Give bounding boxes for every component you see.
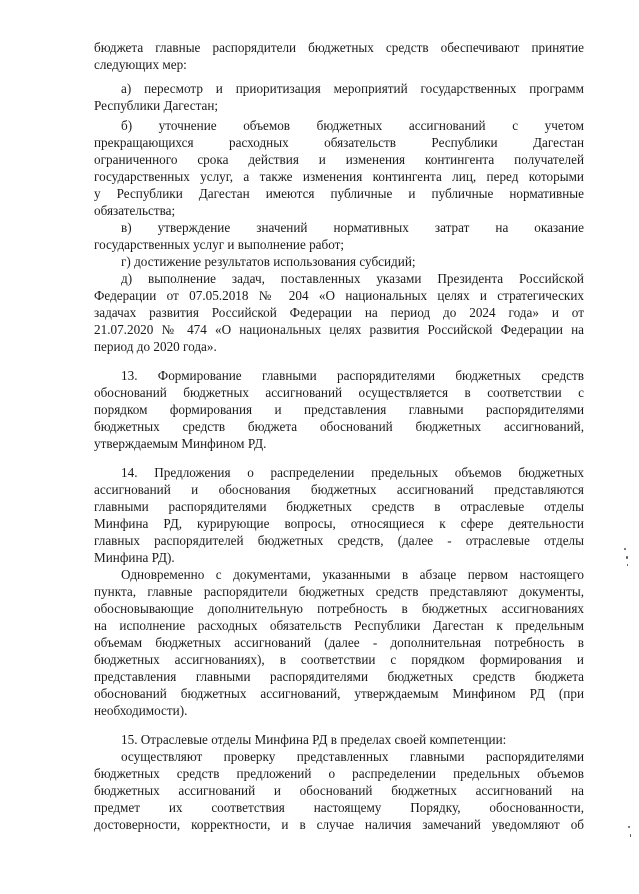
text-line: следующих мер: [94,57,187,72]
text-line: Минфина РД). [94,550,175,565]
list-item-a: а) пересмотр и приоритизация мероприятий государственных программ [121,81,584,96]
text-line: государственных услуг и выполнение работ; [94,237,345,252]
text-line: ассигнований и обоснования бюджетных ассигнований представляются [94,482,584,497]
text-line: Республики Дагестан; [94,98,219,113]
text-line: утверждаемым Минфином РД. [94,436,267,451]
text-line: период до 2020 года». [94,339,217,354]
text-line: бюджетных ассигнованиях), в соответствии с порядком формирования и [94,652,584,667]
list-item-d: д) выполнение задач, поставленных указами Президента Российской [121,271,584,286]
text-line: ограниченного срока действия и изменения контингента получателей [94,152,584,167]
text-line: обоснований бюджетных ассигнований осуществляется в соответствии с [94,385,584,400]
text-line: объемам бюджетных ассигнований (далее - дополнительная потребность в [94,635,584,650]
text-line: необходимости). [94,703,188,718]
text-line: обосновывающие дополнительную потребность в бюджетных ассигнованиях [94,601,584,616]
paragraph-15-start: 15. Отраслевые отделы Минфина РД в пределах своей компетенции: [121,732,507,747]
text-line: задачах развития Российской Федерации на период до 2024 года» и от [94,305,584,320]
text-line: обоснований бюджетных ассигнований, утверждаемым Минфином РД (при [94,686,584,701]
paragraph-start: Одновременно с документами, указанными в абзаце первом настоящего [121,567,584,582]
list-item-g: г) достижение результатов использования субсидий; [121,254,416,269]
scan-speck [630,834,631,837]
text-line: бюджетных средств предложений о распределении предельных объемов [94,766,584,781]
text-line: Федерации от 07.05.2018 № 204 «О национальных целях и стратегических [94,288,584,303]
text-line: обязательства; [94,203,176,218]
scan-speck [626,556,628,559]
text-line: предмет их соответствия настоящему Порядку, обоснованности, [94,800,584,815]
text-line: прекращающихся расходных обязательств Республики Дагестан [94,135,584,150]
text-line: бюджета главные распорядители бюджетных средств обеспечивают принятие [94,40,584,55]
list-item-v: в) утверждение значений нормативных затрат на оказание [121,220,584,235]
text-line: государственных услуг, а также изменения контингента лиц, перед которыми [94,169,584,184]
text-line: достоверности, корректности, и в случае наличия замечаний уведомляют об [94,817,584,832]
text-line: Минфина РД, курирующие вопросы, относящиеся к сфере деятельности [94,516,584,531]
text-line: главными распорядителями бюджетных средств в отраслевые отделы [94,499,584,514]
scan-speck [628,826,630,828]
list-item-b: б) уточнение объемов бюджетных ассигнований с учетом [121,118,584,133]
scan-speck [624,548,626,550]
text-line: на исполнение расходных обязательств Республики Дагестан к предельным [94,618,584,633]
text-line: 21.07.2020 № 474 «О национальных целях развития Российской Федерации на [94,322,584,337]
text-line: порядком формирования и представления главными распорядителями [94,402,584,417]
text-line: главных распорядителей бюджетных средств, (далее - отраслевые отделы [94,533,584,548]
paragraph-13-start: 13. Формирование главными распорядителями бюджетных средств [121,368,584,383]
paragraph-start: осуществляют проверку представленных главными распорядителями [121,749,584,764]
text-line: пункта, главные распорядители бюджетных средств представляют документы, [94,584,584,599]
text-line: бюджетных средств бюджета обоснований бюджетных ассигнований, [94,419,584,434]
scan-speck [627,564,628,566]
text-line: представления главными распорядителями бюджетных средств бюджета [94,669,584,684]
paragraph-14-start: 14. Предложения о распределении предельных объемов бюджетных [121,465,584,480]
text-line: бюджетных ассигнований и обоснований бюджетных ассигнований на [94,783,584,798]
text-line: у Республики Дагестан имеются публичные и публичные нормативные [94,186,584,201]
